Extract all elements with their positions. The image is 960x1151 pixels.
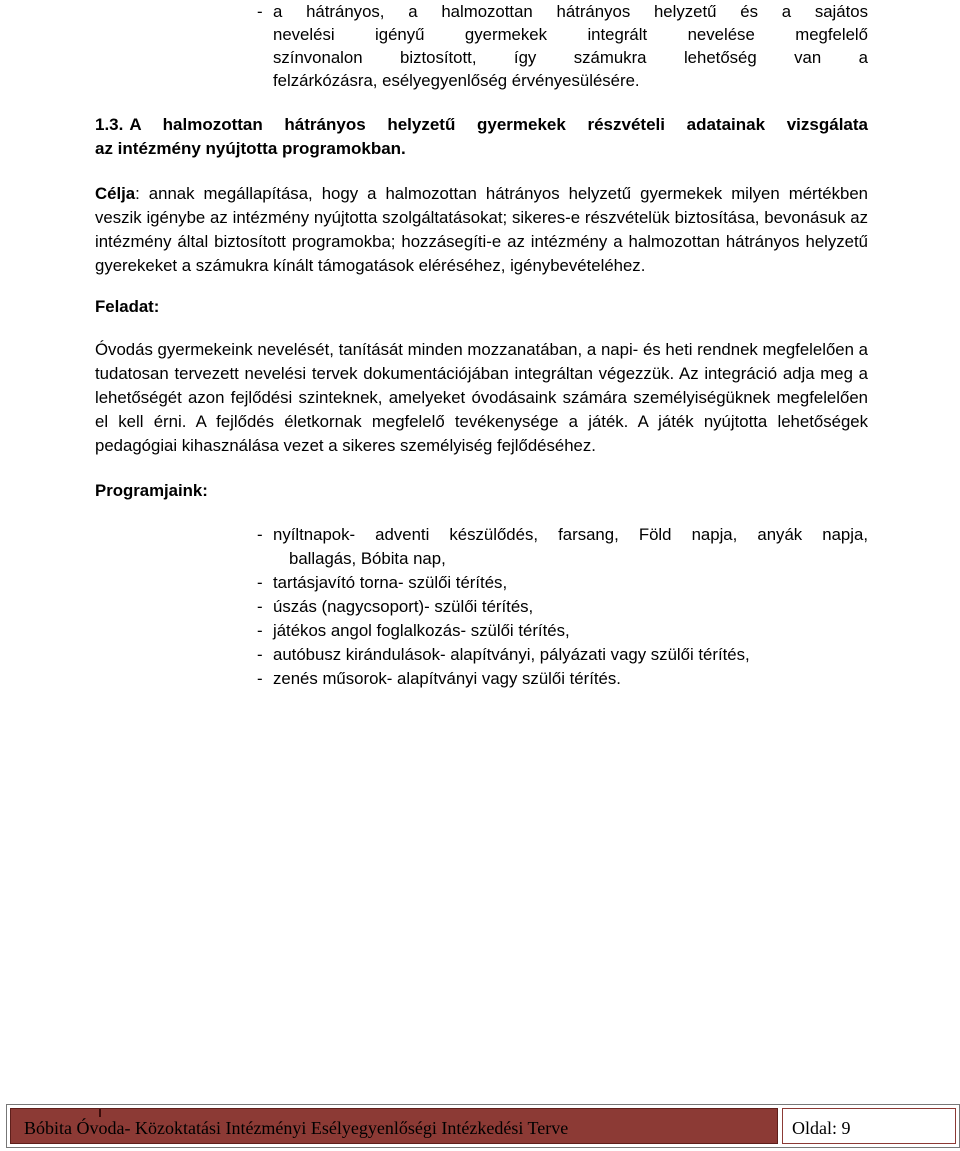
list-item-line: színvonalon biztosított, így számukra lehetőség van a (273, 48, 868, 67)
list-dash: - (257, 597, 263, 616)
page-footer (6, 1104, 960, 1148)
text-cursor-mark (99, 1109, 101, 1117)
page-content (95, 0, 868, 691)
footer-title: Bóbita Óvoda- Közoktatási Intézményi Esélyegyenlőségi Intézkedési Terve (24, 1118, 569, 1138)
programs-label: Programjaink: (95, 481, 208, 500)
list-item-text: tartásjavító torna- szülői térítés, (273, 573, 508, 592)
task-label: Feladat: (95, 297, 160, 316)
goal-label: Célja (95, 184, 136, 203)
list-item (257, 0, 868, 92)
list-dash: - (257, 525, 263, 544)
list-item (257, 667, 868, 691)
list-dash: - (257, 573, 263, 592)
list-item (257, 619, 868, 643)
list-dash: - (257, 645, 263, 664)
footer-page-box (782, 1108, 956, 1144)
goal-paragraph (95, 182, 868, 278)
task-paragraph: Óvodás gyermekeink nevelését, tanítását minden mozzanatában, a napi- és heti rendnek megfelelően a tudatosan tervezett nevelési tervek dokumentációjában integráltan végezzük. Az integráció adja meg a lehetőségét azon fejlődési szinteknek, amelyeket óvodásaink számára személyiségüknek megfelelően el kell érni. A fejlődés életkornak megfelelő tevékenysége a játék. A játék nyújtotta lehetőségek pedagógiai kihasználása vezet a sikeres személyiség fejlődéséhez. (95, 340, 868, 455)
list-item-line: nyíltnapok- adventi készülődés, farsang, Föld napja, anyák napja, (273, 525, 868, 544)
section-title-line2: az intézmény nyújtotta programokban. (95, 139, 406, 158)
list-item-text: úszás (nagycsoport)- szülői térítés, (273, 597, 534, 616)
list-item (257, 643, 868, 667)
list-dash: - (257, 2, 263, 21)
list-item-line: felzárkózásra, esélyegyenlőség érvényesülésére. (273, 71, 640, 90)
intro-list (257, 0, 868, 92)
footer-title-box (10, 1108, 778, 1144)
section-title-line1: A halmozottan hátrányos helyzetű gyermekek részvételi adatainak vizsgálata (129, 115, 868, 134)
list-item-text: autóbusz kirándulások- alapítványi, pályázati vagy szülői térítés, (273, 645, 750, 664)
list-item-line: a hátrányos, a halmozottan hátrányos helyzetű és a sajátos (273, 2, 868, 21)
list-item (257, 571, 868, 595)
list-item-text (273, 0, 868, 92)
list-item-text: zenés műsorok- alapítványi vagy szülői térítés. (273, 669, 621, 688)
list-dash: - (257, 669, 263, 688)
list-dash: - (257, 621, 263, 640)
list-item-text: játékos angol foglalkozás- szülői térítés, (273, 621, 570, 640)
page-number: Oldal: 9 (792, 1118, 851, 1138)
goal-text: : annak megállapítása, hogy a halmozottan hátrányos helyzetű gyermekek milyen mértékben veszik igénybe az intézmény nyújtotta szolgáltatásokat; sikeres-e részvételük biztosítása, bevonásuk az intézmény által biztosított programokba; hozzásegíti-e az intézmény a halmozottan hátrányos helyzetű gyerekeket a számukra kínált támogatások eléréséhez, igénybevételéhez. (95, 184, 868, 275)
list-item-text (273, 523, 868, 571)
section-number: 1.3. (95, 115, 124, 134)
list-item-line: nevelési igényű gyermekek integrált nevelése megfelelő (273, 25, 868, 44)
list-item (257, 523, 868, 571)
programs-list (257, 523, 868, 691)
list-item-line: ballagás, Bóbita nap, (289, 549, 446, 568)
list-item (257, 595, 868, 619)
section-heading (95, 113, 868, 161)
